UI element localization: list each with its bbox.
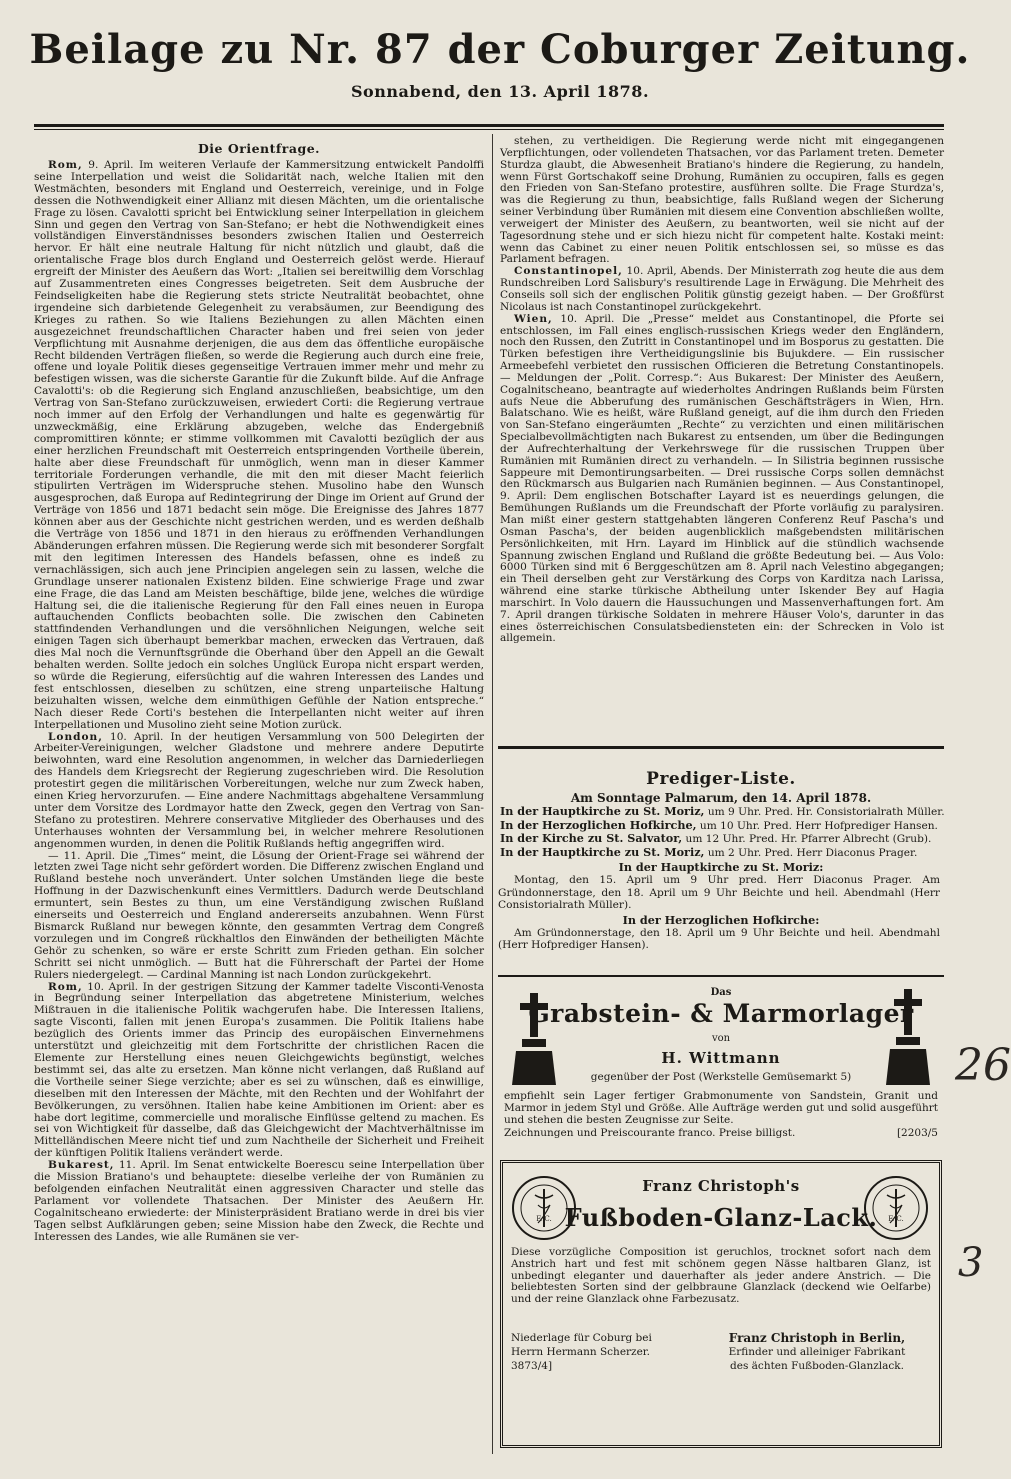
- article-paragraph: [34, 982, 484, 1161]
- prediger-liste-box: [498, 746, 944, 977]
- ad-fabrikant-line: Erfinder und alleiniger Fabrikant: [728, 1346, 906, 1358]
- service-entry: [500, 832, 944, 846]
- ad-niederlage-line: Niederlage für Coburg bei: [511, 1332, 652, 1344]
- paragraph-text: 10. April, Abends. Der Ministerrath zog heute die aus dem Rundschreiben Lord Salisbury's resultirende Lage in Erwägung. Die Mehrheit des Conseils soll sich der englischen Politik günstig gezeigt haben. — Der Großfürst Nicolaus ist nach Constantinopel zurückgekehrt.: [500, 265, 944, 313]
- ad-body-christoph: Diese vorzügliche Composition ist geruchlos, trocknet sofort nach dem Anstrich hart und fest mit schönem gegen Nässe haltbaren Glanz, ist unbedingt eleganter und dauerhafter als jeder andere Anstrich. — Die beliebtesten Sorten sind der gelbbraune Glanzlack (deckend wie Oelfarbe) und der reine Glanzlack ohne Farbezusatz.: [511, 1246, 931, 1306]
- masthead-rule: [34, 124, 944, 127]
- dateline-place: Bukarest,: [48, 1159, 115, 1172]
- ad-niederlage-line: 3873/4]: [511, 1360, 553, 1372]
- dateline-place: Rom,: [48, 159, 83, 171]
- svg-text:F. C.: F. C.: [888, 1215, 904, 1223]
- paragraph-text: 10. April. Die „Presse“ meldet aus Constantinopel, die Pforte sei entschlossen, im Fall eines englisch-russischen Kriegs weder den Engländern, noch den Russen, den Zutritt in Constantinopel und im Bosporus zu gestatten. Die Türken befestigen ihre Vertheidigungslinie bis Bujukdere. — Ein russischer Armeebefehl verbietet den russischen Officieren die Betretung Constantinopels. — Meldungen der „Polit. Corresp.“: Aus Bukarest: Der Minister des Aeußern, Cogalnitscheano, beantragte auf wiederholtes Andringen Rußlands beim Fürsten aufs Neue die Abberufung des rumänischen Geschäftsträgers in Wien, Hrn. Balatschano. Wie es heißt, wäre Rußland geneigt, auf die ihm durch den Frieden von San-Stefano eingeräumten „Rechte“ zu verzichten und einen militärischen Specialbevollmächtigten nach Bukarest zu entsenden, um über die Bedingungen der Aufrechterhaltung der Verkehrswege für die russischen Truppen über Rumänien mit Rumänien direct zu verhandeln. — In Silistria beginnen russische Sappeure mit Demontirungsarbeiten. — Drei russische Corps sollen demnächst den Rückmarsch aus Bulgarien nach Rumänien beginnen. — Aus Constantinopel, 9. April: Dem englischen Botschafter Layard ist es neuerdings gelungen, die Bemühungen Rußlands um die Freundschaft der Pforte vorläufig zu paralysiren. Man mißt einer gestern stattgehabten längeren Conferenz Reuf Pascha's und Osman Pascha's, der beiden augenblicklich maßgebendsten militärischen Persönlichkeiten, mit Hrn. Layard im Hinblick auf die stündlich wachsende Spannung zwischen England und Rußland die größte Bedeutung bei. — Aus Volo: 6000 Türken sind mit 6 Berggeschützen am 8. April nach Velestino abgegangen; ein Theil derselben geht zur Verstärkung des Corps von Karditza nach Larissa, während eine starke türkische Abtheilung unter Iskender Bey auf Hagia marschirt. In Volo dauern die Haussuchungen und Massenverhaftungen fort. Am 7. April drangen türkische Soldaten in mehrere Häuser Volo's, darunter in das eines österreichischen Consulatsbediensteten ein: der Schrecken in Volo ist allgemein.: [500, 312, 944, 645]
- prediger-moriz-text: Montag, den 15. April um 9 Uhr pred. Herr Diaconus Prager. Am Gründonnerstage, den 18. April um 9 Uhr Beichte und heil. Abendmahl (Herr Consistorialrath Müller).: [498, 874, 940, 912]
- prediger-date: Am Sonntage Palmarum, den 14. April 1878.: [570, 791, 872, 805]
- article-body-left: [34, 160, 484, 1243]
- left-column: [34, 136, 484, 1456]
- ad-owner: H. Wittmann: [661, 1049, 781, 1067]
- section-heading: Die Orientfrage.: [197, 141, 321, 156]
- dateline-place: Wien,: [514, 312, 553, 325]
- article-paragraph: [500, 136, 944, 266]
- margin-note: 3: [958, 1240, 984, 1286]
- article-paragraph: [500, 314, 944, 646]
- service-entry: [500, 846, 944, 860]
- article-paragraph: [500, 266, 944, 313]
- masthead: [0, 0, 1000, 120]
- service-church: In der Hauptkirche zu St. Moriz,: [500, 804, 705, 818]
- article-paragraph: [34, 851, 484, 982]
- paragraph-text: 11. April. Im Senat entwickelte Boerescu seine Interpellation über die Mission Bratiano's und behauptete: dieselbe verleihe der von Rumänien zu befolgenden einfachen Neutralität einen aggressiven Character und stelle das Parlament vor vollendete Thatsachen. Der Minister des Aeußern Hr. Cogalnitscheano erwiederte: der Ministerpräsident Bratiano werde in drei bis vier Tagen selbst Aufklärungen geben; seine Mission habe den Zweck, die Rechte und Interessen des Landes, wie alle Rumänen sie ver-: [34, 1159, 484, 1243]
- paragraph-text: stehen, zu vertheidigen. Die Regierung werde nicht mit eingegangenen Verpflichtungen, oder vollendeten Thatsachen, vor das Parlament treten. Demeter Sturdza glaubt, die Abwesenheit Bratiano's hindere die Regierung, zu handeln, wenn Fürst Gortschakoff seine Drohung, Rumänien zu occupiren, falls es gegen den Frieden von San-Stefano protestire, ausführen sollte. Die Frage Sturdza's, was die Regierung zu thun, beabsichtige, falls Rußland wegen der Sicherung seiner Verbindung über Rumänien mit diesem eine Convention abschließen wollte, verweigert der Minister des Aeußern, zu beantworten, weil sie nicht auf der Tagesordnung stehe und er sich hiezu nicht für competent halte. Kostaki meint: wenn das Cabinet zu einer neuen Politik entschlossen sei, so müsse es das Parlament befragen.: [500, 135, 944, 266]
- ad-das: Das: [710, 987, 732, 998]
- prediger-subheading-hofkirche: In der Herzoglichen Hofkirche:: [622, 912, 820, 927]
- paragraph-text: — 11. April. Die „Times“ meint, die Lösung der Orient-Frage sei während der letzten zwei Tage nicht sehr gefördert worden. Die Differenz zwischen England und Rußland bestehe noch unverändert. Unter solchen Umständen liege die beste Hoffnung in der Dazwischenkunft eines Vermittlers. Dadurch werde Deutschland ermuntert, sein Bestes zu thun, um eine Verständigung zwischen Rußland einerseits und Oesterreich und England andererseits anzubahnen. Wenn Fürst Bismarck Rußland nur bewegen könnte, den gesammten Vertrag dem Congreß vorzulegen und im Congreß rückhaltlos den Einwänden der betheiligten Mächte Gehör zu schenken, so wäre er erste Schritt zum Frieden gethan. Ein solcher Schritt sei nicht unmöglich. — Butt hat die Führerschaft der Partei der Home Rulers niedergelegt. — Cardinal Manning ist nach London zurückgekehrt.: [34, 849, 484, 981]
- service-entry: [500, 819, 944, 833]
- prediger-heading: Prediger-Liste.: [646, 769, 796, 789]
- paragraph-text: 10. April. In der gestrigen Sitzung der Kammer tadelte Visconti-Venosta in Begründung seiner Interpellation das abgetretene Ministerium, welches Mißtrauen in die italienische Politik wachgerufen habe. Die Interessen Italiens, sagte Visconti, fallen mit jenen Europa's zusammen. Die Politik Italiens habe bezüglich des Orients immer das Princip des europäischen Einvernehmens unterstützt und gleichzeitig mit dem Fortschritte der christlichen Racen die Elemente zur Herstellung eines neuen Gleichgewichts begünstigt, welches bestimmt sei, das alte zu ersetzen. Man könne nicht verlangen, daß Rußland auf die Vortheile seiner Siege verzichte; aber es sei zu wünschen, daß es einwillige, dieselben mit den Interessen der Mächte, mit den Rechten und der Wohlfahrt der Bevölkerungen, zu versöhnen. Italien habe keine Ambitionen im Orient: aber es habe dort legitime, commercielle und moralische Einflüsse geltend zu machen. Es sei von Wichtigkeit für dasselbe, daß das Gleichgewicht der Machtverhältnisse im Mittelländischen Meere nicht tief und zum Nachtheile der Sicherheit und Freiheit der künftigen Politik Italiens verändert werde.: [34, 980, 484, 1160]
- article-paragraph: [34, 1160, 484, 1243]
- ad-address: gegenüber der Post (Werkstelle Gemüsemarkt 5): [590, 1071, 852, 1083]
- dateline-place: London,: [48, 730, 103, 743]
- column-divider: [492, 134, 493, 1454]
- article-paragraph: [34, 160, 484, 732]
- prediger-subheading-moriz: In der Hauptkirche zu St. Moriz:: [618, 860, 824, 875]
- ad-tail-grabstein: Zeichnungen und Preiscourante franco. Preise billigst.: [504, 1127, 796, 1139]
- service-detail: um 9 Uhr. Pred. Hr. Consistorialrath Müller.: [704, 806, 945, 818]
- service-detail: um 2 Uhr. Pred. Herr Diaconus Prager.: [704, 846, 918, 859]
- service-church: In der Kirche zu St. Salvator,: [500, 831, 683, 846]
- ad-ref-number: [2203/5: [896, 1127, 938, 1139]
- ad-fabrikant: [703, 1331, 931, 1373]
- article-paragraph: [34, 732, 484, 851]
- page-title: Beilage zu Nr. 87 der Coburger Zeitung.: [29, 26, 971, 73]
- christoph-advertisement: [500, 1160, 942, 1448]
- ad-firm-name: Franz Christoph in Berlin,: [728, 1331, 906, 1345]
- service-entry: [500, 805, 944, 819]
- service-detail: um 10 Uhr. Pred. Herr Hofprediger Hansen.: [696, 819, 938, 832]
- dateline-place: Rom,: [48, 980, 83, 993]
- grabstein-advertisement: [498, 975, 944, 1157]
- dateline-place: Constantinopel,: [514, 265, 623, 278]
- prediger-services: [498, 805, 944, 859]
- article-body-right: [500, 136, 944, 645]
- ad-niederlage: [511, 1331, 652, 1373]
- paragraph-text: 9. April. Im weiteren Verlaufe der Kammersitzung entwickelt Pandolffi seine Interpellation und weist die Solidarität nach, welche Italien mit den Westmächten, besonders mit England und Oesterreich, vereinige, und in Folge dessen die Nothwendigkeit einer Allianz mit diesen Mächten, um die orientalische Frage zu lösen. Cavalotti spricht bei Entwicklung seiner Interpellation in gleichem Sinn und gegen den Vertrag von San-Stefano; er hebt die Nothwendigkeit eines vollständigen Einverständnisses besonders zwischen Italien und Oesterreich hervor. Er hält eine neutrale Haltung für nicht nützlich und glaubt, daß die orientalische Frage blos durch England und Oesterreich gelöst werde. Hierauf ergreift der Minister des Aeußern das Wort: „Italien sei bereitwillig dem Vorschlag auf Zusammentreten eines Congresses beigetreten. Seit dem Ausbruche der Feindseligkeiten habe die Regierung stets stricte Neutralität beobachtet, ohne irgendeine sich darbietende Gelegenheit zu verabsäumen, zur Beendigung des Krieges zu rathen. So wie Italiens Beziehungen zu allen Mächten einen ausgezeichnet freundschaftlichen Character haben und frei seien von jeder Verpflichtung mit Ausnahme derjenigen, die aus dem das öffentliche europäische Recht bildenden Verträgen fließen, so werde die Regierung auch durch eine freie, offene und loyale Politik dieses gegenseitige Vertrauen immer mehr und mehr zu befestigen wissen, was die sicherste Garantie für die Zukunft bilde. Auf die Anfrage Cavalotti's: ob die Regierung sich England anzuschließen, beabsichtige, um den Vertrag von San-Stefano zurückzuweisen, erwiedert Corti: die Regierung vertraue noch immer auf den Erfolg der Verhandlungen und halte es gegenwärtig für unzweckmäßig, eine Erklärung abzugeben, welche das Endergebniß compromittiren könnte; er stimme vollkommen mit Cavalotti bezüglich der aus einer herzlichen Freundschaft mit Oesterreich entspringenden Vortheile überein, halte aber diese Freundschaft für unmöglich, wenn man in dieser Kammer territoriale Forderungen verhandle, die mit den mit dieser Macht feierlich stipulirten Verträgen im Widerspruche stehen. Musolino habe den Wunsch ausgesprochen, daß Europa auf Redintegrirung der Dinge im Orient auf Grund der Verträge von 1856 und 1871 bedacht sein möge. Die Ereignisse des Jahres 1877 können aber aus der Geschichte nicht gestrichen werden, und es werden deßhalb die Verträge von 1856 und 1871 in den hieraus zu eröffnenden Verhandlungen Abänderungen erfahren müssen. Die Regierung werde sich mit besonderer Sorgfalt mit den legitimen Interessen des Handels befassen, ohne es indeß zu vernachlässigen, sich auch jene Principien angelegen sein zu lassen, welche die Grundlage unserer nationalen Existenz bilden. Eine schwierige Frage und zwar eine Frage, die das Land am Meisten beschäftige, bilde jene, welches die würdige Haltung sei, die die italienische Regierung für den Fall eines neuen in Europa auftauchenden Conflicts beobachten solle. Die zwischen den Cabineten stattfindenden Verhandlungen und die versöhnlichen Neigungen, welche seit einigen Tagen sich überhaupt bemerkbar machen, erwecken das Vertrauen, daß dies Mal noch die Vernunftsgründe die Oberhand über den Appell an die Gewalt behalten werden. Sollte jedoch ein solches Unglück Europa nicht erspart werden, so würde die Regierung, eifersüchtig auf die wahren Interessen des Landes und fest entschlossen, dieselben zu schützen, eine streng unparteiische Haltung beizuhalten wissen, welche dem einmüthigen Gefühle der Nation entspreche.“ Nach dieser Rede Corti's bestehen die Interpellanten nicht weiter auf ihren Interpellationen und Musolino zieht seine Motion zurück.: [34, 159, 484, 731]
- ad-von: von: [711, 1033, 731, 1044]
- margin-note: 26: [955, 1040, 1011, 1091]
- masthead-rule-thin: [34, 129, 944, 130]
- ad-niederlage-line: Herrn Hermann Scherzer.: [511, 1346, 650, 1358]
- ad-fabrikant-line: des ächten Fußboden-Glanzlack.: [730, 1360, 904, 1372]
- service-church: In der Hauptkirche zu St. Moriz,: [500, 844, 705, 859]
- ad-title-glanzlack: Fußboden-Glanz-Lack.: [564, 1203, 878, 1232]
- ad-body-grabstein: empfiehlt sein Lager fertiger Grabmonumente von Sandstein, Granit und Marmor in jedem Styl und Größe. Alle Aufträge werden gut und solid ausgeführt und stehen die besten Zeugnisse zur Seite.: [504, 1090, 938, 1126]
- svg-text:F. C.: F. C.: [536, 1215, 552, 1223]
- prediger-hofkirche-text: Am Gründonnerstage, den 18. April um 9 Uhr Beichte und heil. Abendmahl (Herr Hofprediger Hansen).: [498, 926, 940, 951]
- dateline: Sonnabend, den 13. April 1878.: [350, 82, 650, 101]
- service-church: In der Herzoglichen Hofkirche,: [500, 817, 697, 832]
- ad-title-grabstein: Grabstein- & Marmorlager: [528, 999, 914, 1028]
- paragraph-text: 10. April. In der heutigen Versammlung von 500 Delegirten der Arbeiter-Vereinigungen, welcher Gladstone und mehrere andere Deputirte beiwohnten, ward eine Resolution angenommen, in welcher das Darniederliegen des Handels dem Kriegsrecht der Regierung zugeschrieben wird. Die Resolution protestirt gegen die militärischen Vorbereitungen, welche nur zum Zweck haben, einen Krieg hervorzurufen. — Eine andere Nachmittags abgehaltene Versammlung unter dem Vorsitze des Lordmayor hatte den Zweck, gegen den Vertrag von San-Stefano zu protestiren. Mehrere conservative Mitglieder des Oberhauses und des Unterhauses wohnten der Versammlung bei, in welcher mehrere Resolutionen angenommen wurden, in denen die Politik Rußlands heftig angegriffen wird.: [34, 730, 484, 850]
- ad-name-christoph: Franz Christoph's: [642, 1177, 800, 1195]
- right-column: [500, 136, 944, 740]
- service-detail: um 12 Uhr. Pred. Hr. Pfarrer Albrecht (Grub).: [682, 833, 932, 846]
